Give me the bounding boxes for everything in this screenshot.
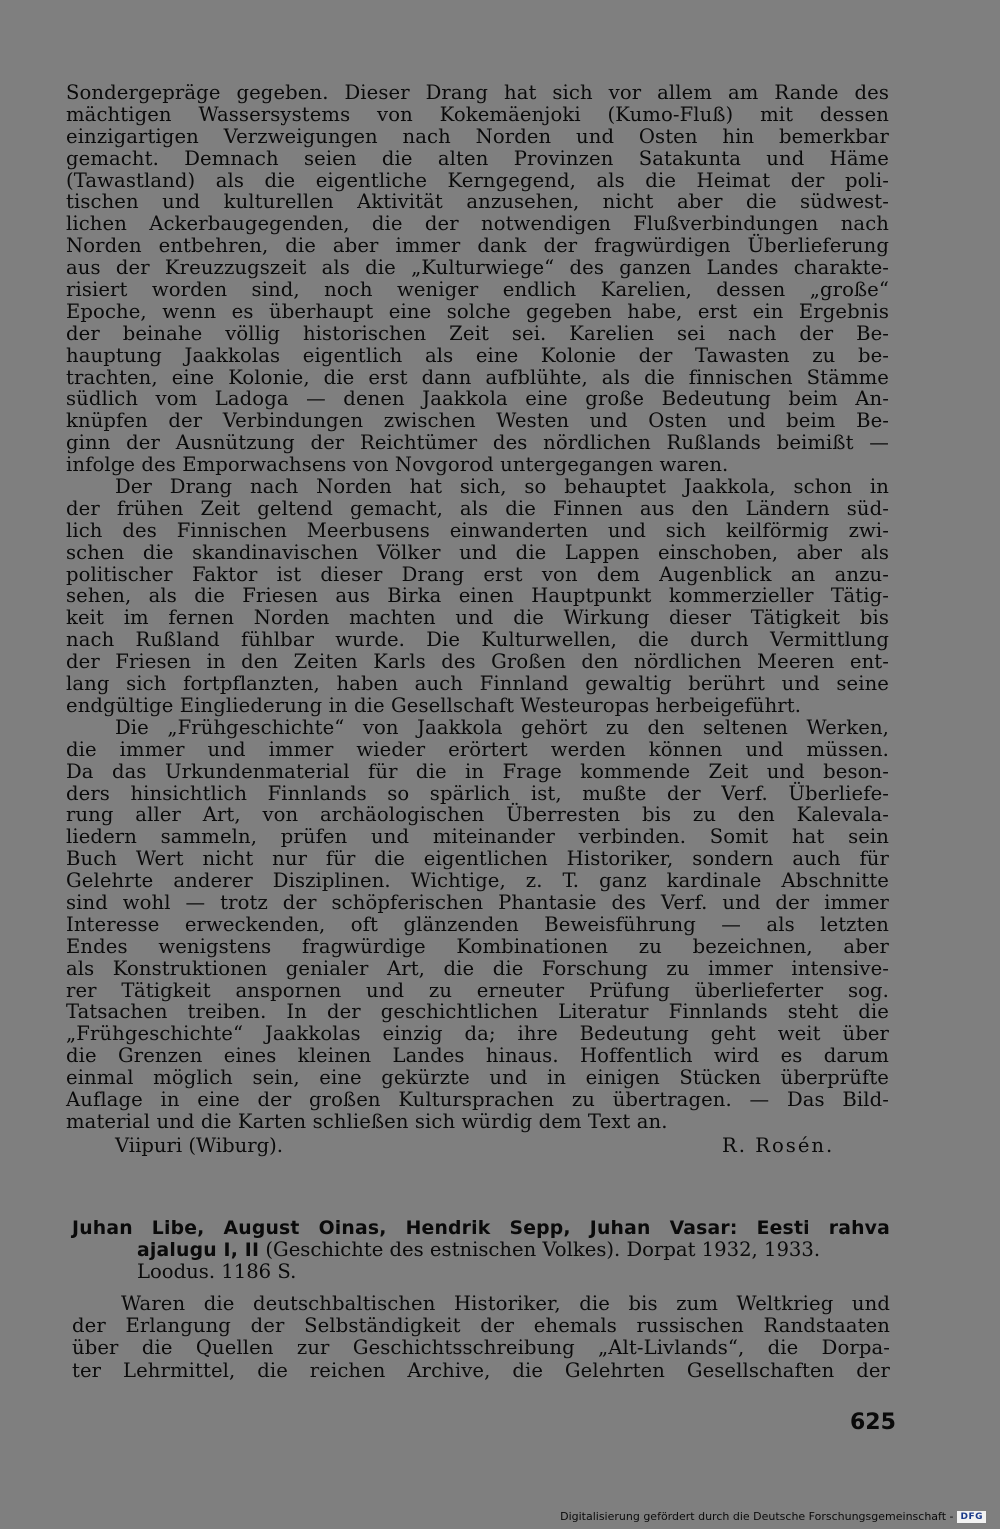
dfg-logo-icon: DFG: [957, 1511, 986, 1523]
review-heading-title: ajalugu I, II: [137, 1240, 260, 1261]
review-heading-line-1: [72, 1217, 890, 1239]
text-line: Interesse erweckenden, oft glänzenden Beweisführung — als letzten: [66, 912, 889, 936]
text-line: (Tawastland) als die eigentliche Kerngegend, als die Heimat der poli-: [66, 168, 889, 192]
text-line: Buch Wert nicht nur für die eigentlichen Historiker, sondern auch für: [66, 847, 889, 871]
text-line: lich des Finnischen Meerbusens einwanderten und sich keilförmig zwi-: [66, 518, 889, 542]
main-text-lines: [66, 82, 889, 1133]
review-heading-authors: Juhan Libe, August Oinas, Hendrik Sepp, Juhan Vasar: Eesti rahva: [72, 1218, 890, 1239]
text-line: Tatsachen treiben. In der geschichtlichen Literatur Finnlands steht die: [66, 1000, 889, 1024]
text-line: liedern sammeln, prüfen und miteinander verbinden. Somit hat sein: [66, 825, 889, 849]
text-line: politischer Faktor ist dieser Drang erst von dem Augenblick an anzu-: [66, 562, 889, 586]
page-number: 625: [850, 1410, 896, 1435]
signature-place: Viipuri (Wiburg).: [115, 1133, 284, 1157]
text-line: material und die Karten schließen sich würdig dem Text an.: [66, 1109, 668, 1133]
text-line: rer Tätigkeit anspornen und zu erneuter Prüfung überlieferter sog.: [66, 978, 889, 1002]
text-line: der frühen Zeit geltend gemacht, als die Finnen aus den Ländern süd-: [66, 496, 889, 520]
review-heading-publisher: Loodus. 1186 S.: [137, 1260, 297, 1283]
text-line: risiert worden sind, noch weniger endlich Karelien, dessen „große“: [66, 278, 889, 302]
signature-author: R. Rosén.: [722, 1133, 835, 1157]
review-heading-line-3: [72, 1261, 890, 1283]
review-heading-subtitle: (Geschichte des estnischen Volkes). Dorpat 1932, 1933.: [259, 1238, 821, 1261]
text-line: sehen, als die Friesen aus Birka einen Hauptpunkt kommerzieller Tätig-: [66, 584, 889, 608]
text-line: Auflage in eine der großen Kultursprachen zu übertragen. — Das Bild-: [66, 1087, 889, 1111]
text-line: gemacht. Demnach seien die alten Provinzen Satakunta und Häme: [66, 146, 889, 170]
text-line: Der Drang nach Norden hat sich, so behauptet Jaakkola, schon in: [115, 475, 889, 499]
text-line: lang sich fortpflanzten, haben auch Finnland gewaltig berührt und seine: [66, 672, 889, 696]
text-line: aus der Kreuzzugszeit als die „Kulturwiege“ des ganzen Landes charakte-: [66, 256, 889, 280]
text-line: infolge des Emporwachsens von Novgorod untergegangen waren.: [66, 453, 729, 477]
footer-text: Digitalisierung gefördert durch die Deutsche Forschungsgemeinschaft -: [560, 1510, 954, 1523]
digitization-footer: [560, 1510, 986, 1523]
text-line: tischen und kulturellen Aktivität anzusehen, nicht aber die südwest-: [66, 190, 889, 214]
text-line: keit im fernen Norden machten und die Wirkung dieser Tätigkeit bis: [66, 606, 889, 630]
text-line: „Frühgeschichte“ Jaakkolas einzig da; ihre Bedeutung geht weit über: [66, 1022, 889, 1046]
review-text-line: der Erlangung der Selbständigkeit der ehemals russischen Randstaaten: [72, 1314, 890, 1338]
text-line: Die „Frühgeschichte“ von Jaakkola gehört zu den seltenen Werken,: [115, 715, 889, 739]
review-text-line: ter Lehrmittel, die reichen Archive, die Gelehrten Gesellschaften der: [72, 1358, 890, 1382]
text-line: der Friesen in den Zeiten Karls des Großen den nördlichen Meeren ent-: [66, 650, 889, 674]
text-line: nach Rußland fühlbar wurde. Die Kulturwellen, die durch Vermittlung: [66, 628, 889, 652]
text-line: Gelehrte anderer Disziplinen. Wichtige, z. T. ganz kardinale Abschnitte: [66, 869, 889, 893]
review-heading-line-2: [72, 1239, 890, 1261]
text-line: ginn der Ausnützung der Reichtümer des nördlichen Rußlands beimißt —: [66, 431, 889, 455]
text-line: Norden entbehren, die aber immer dank der fragwürdigen Überlieferung: [66, 234, 889, 258]
text-line: sind wohl — trotz der schöpferischen Phantasie des Verf. und der immer: [66, 890, 889, 914]
review-signature: [66, 1135, 889, 1157]
text-line: die Grenzen eines kleinen Landes hinaus. Hoffentlich wird es darum: [66, 1044, 889, 1068]
review-body-lines: [72, 1293, 890, 1382]
text-line: endgültige Eingliederung in die Gesellschaft Westeuropas herbeigeführt.: [66, 693, 802, 717]
book-review-section: [72, 1217, 890, 1382]
text-line: die immer und immer wieder erörtert werden können und müssen.: [66, 737, 889, 761]
review-text-line: über die Quellen zur Geschichtsschreibung „Alt-Livlands“, die Dorpa-: [72, 1336, 890, 1360]
text-line: knüpfen der Verbindungen zwischen Westen und Osten und beim Be-: [66, 409, 889, 433]
text-line: Endes wenigstens fragwürdige Kombinationen zu bezeichnen, aber: [66, 934, 889, 958]
main-text-column: [66, 82, 889, 1157]
text-line: einzigartigen Verzweigungen nach Norden und Osten hin bemerkbar: [66, 124, 889, 148]
text-line: südlich vom Ladoga — denen Jaakkola eine große Bedeutung beim An-: [66, 387, 889, 411]
text-line: trachten, eine Kolonie, die erst dann aufblühte, als die finnischen Stämme: [66, 365, 889, 389]
text-line: einmal möglich sein, eine gekürzte und in einigen Stücken überprüfte: [66, 1066, 889, 1090]
text-line: Sondergepräge gegeben. Dieser Drang hat sich vor allem am Rande des: [66, 81, 889, 104]
text-line: lichen Ackerbaugegenden, die der notwendigen Flußverbindungen nach: [66, 212, 889, 236]
text-line: als Konstruktionen genialer Art, die die Forschung zu immer intensive-: [66, 956, 889, 980]
text-line: rung aller Art, von archäologischen Überresten bis zu den Kalevala-: [66, 803, 889, 827]
review-text-line: Waren die deutschbaltischen Historiker, die bis zum Weltkrieg und: [121, 1292, 890, 1315]
text-line: der beinahe völlig historischen Zeit sei. Karelien sei nach der Be-: [66, 321, 889, 345]
text-line: hauptung Jaakkolas eigentlich als eine Kolonie der Tawasten zu be-: [66, 343, 889, 367]
text-line: Epoche, wenn es überhaupt eine solche gegeben habe, erst ein Ergebnis: [66, 299, 889, 323]
text-line: Da das Urkundenmaterial für die in Frage kommende Zeit und beson-: [66, 759, 889, 783]
text-line: ders hinsichtlich Finnlands so spärlich ist, mußte der Verf. Überliefe-: [66, 781, 889, 805]
text-line: mächtigen Wassersystems von Kokemäenjoki (Kumo-Fluß) mit dessen: [66, 102, 889, 126]
text-line: schen die skandinavischen Völker und die Lappen einschoben, aber als: [66, 540, 889, 564]
